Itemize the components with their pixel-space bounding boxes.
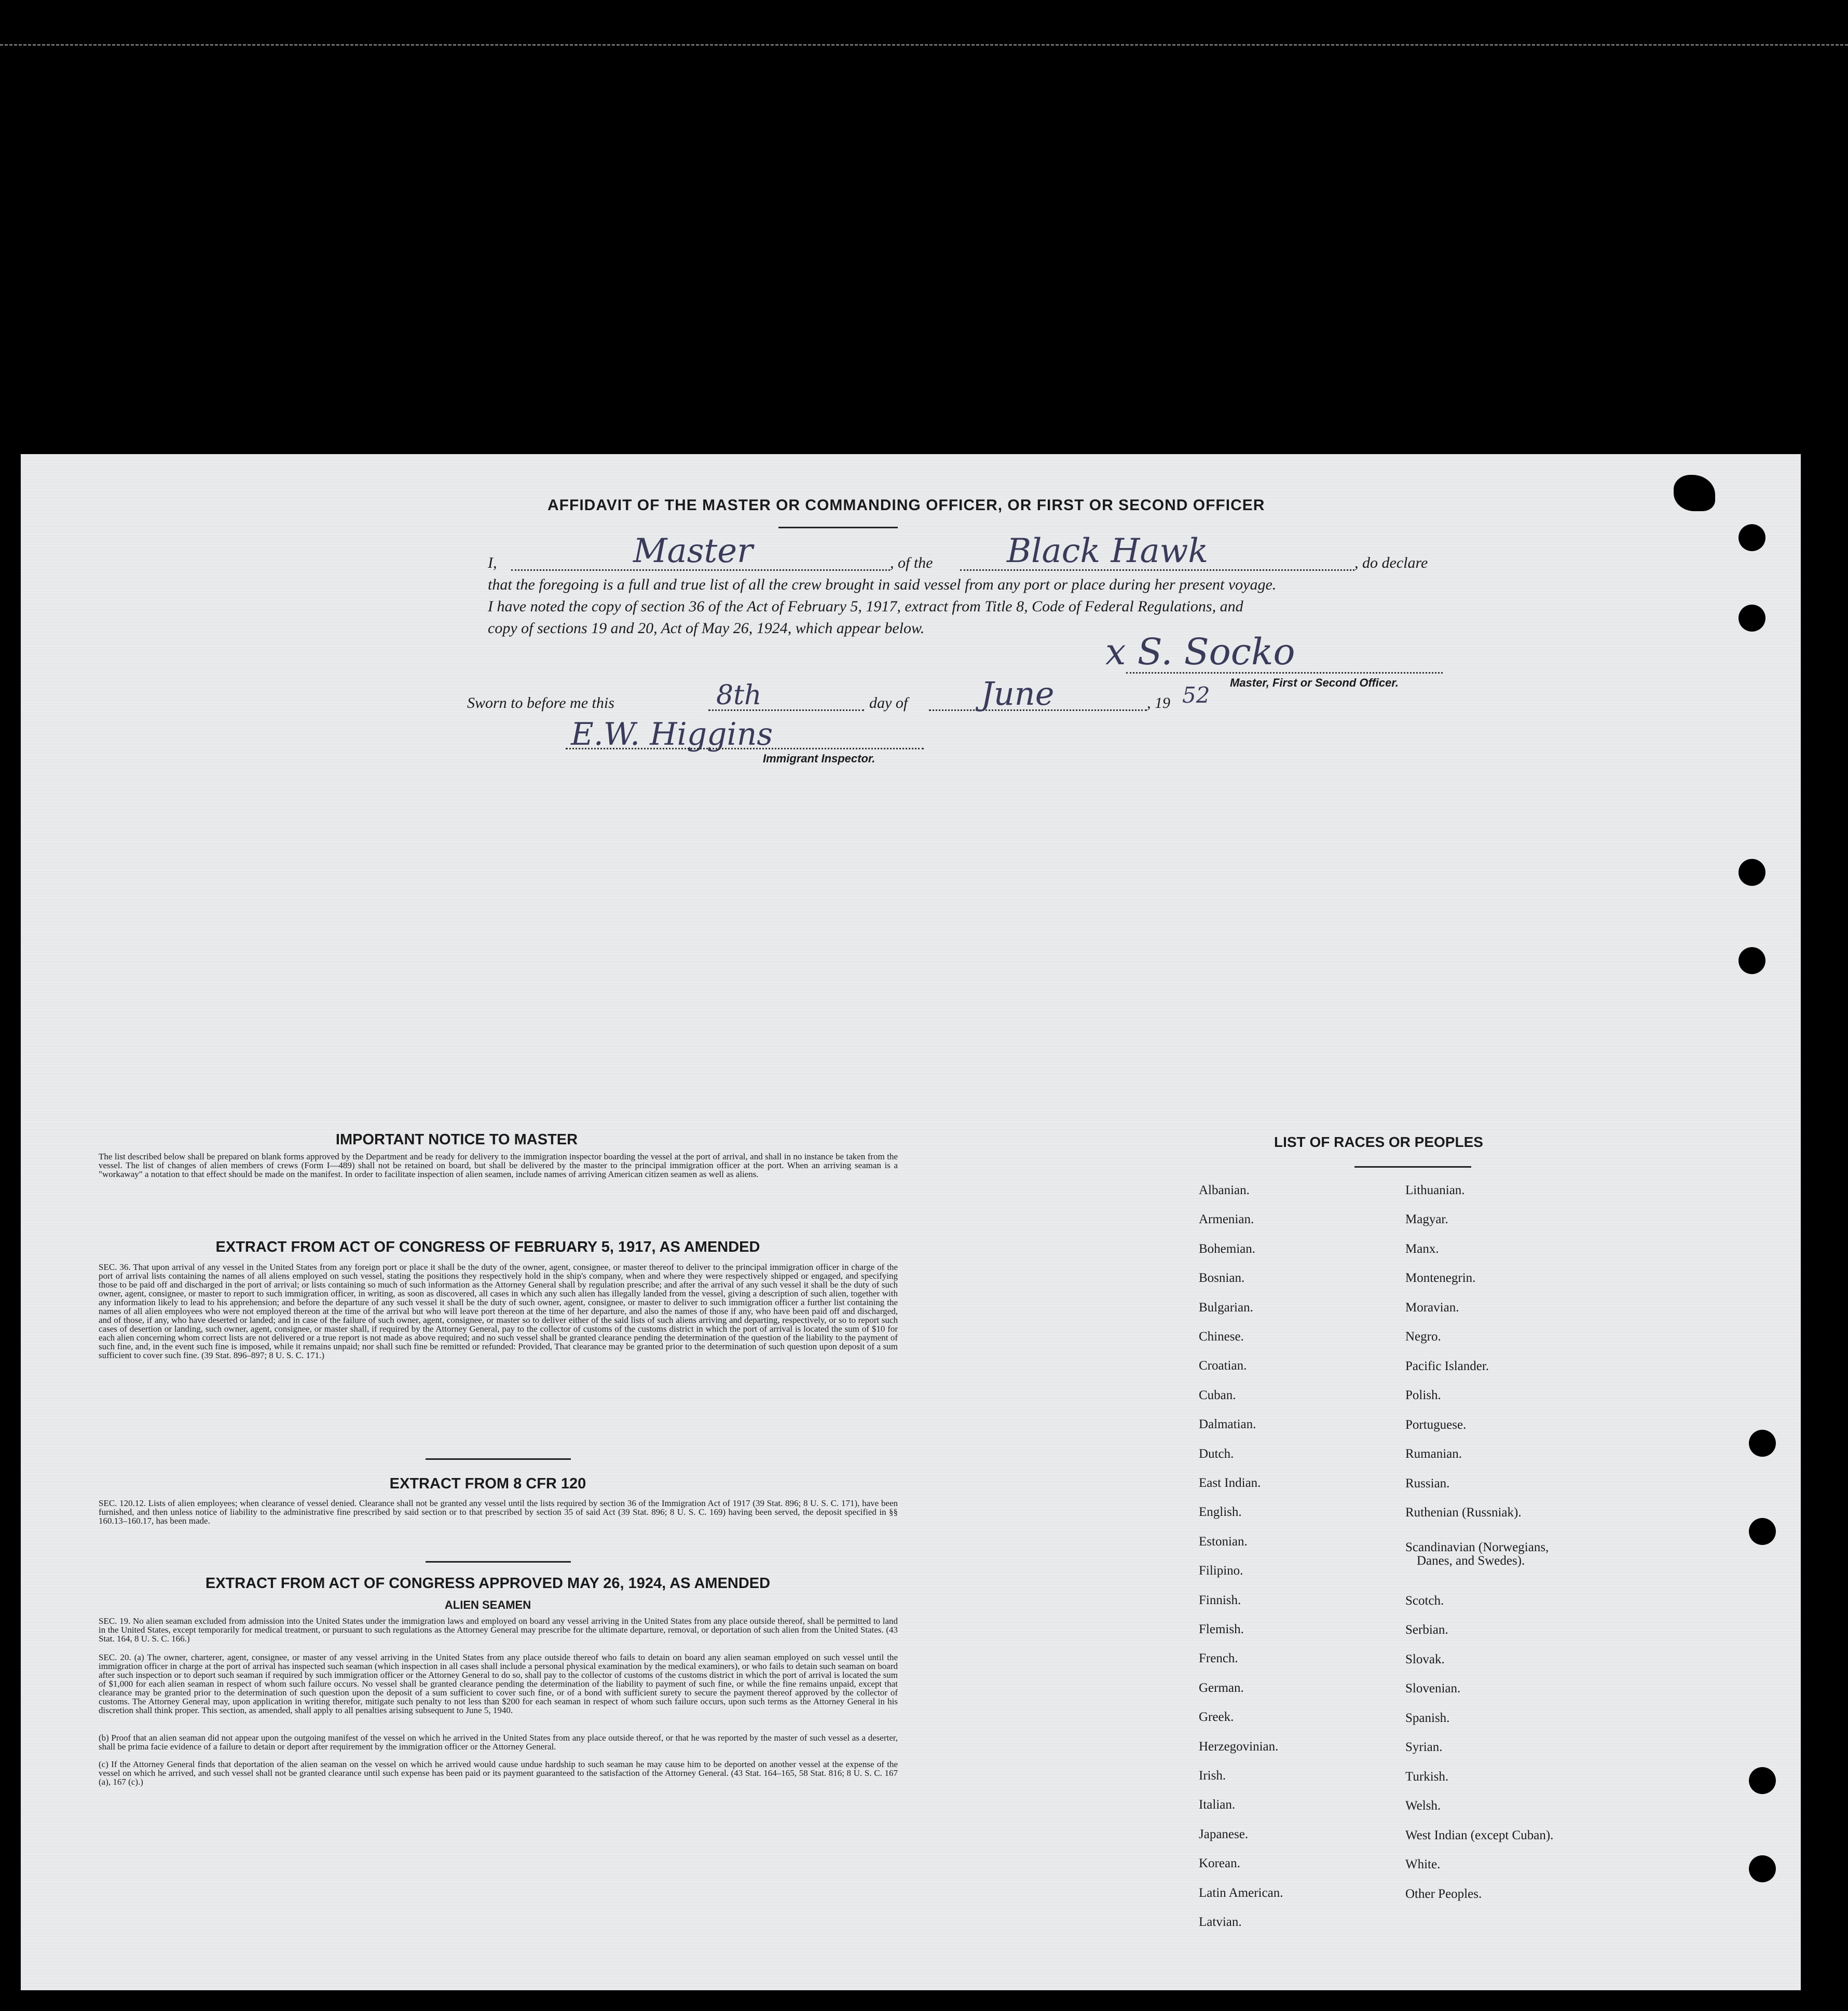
race-item: Danes, and Swedes). [1417,1554,1525,1568]
section-divider [426,1561,571,1563]
race-item: Estonian. [1199,1534,1248,1549]
extract-1924-para-1: SEC. 19. No alien seaman excluded from admission into the United States under the immigration laws and employed on board any vessel arriving in the United States from any place outside thereof, shall be permitted to land in the United States, except temporarily for medical treatment, or pursuant to such regulations as the Attorney General may prescribe for the ultimate departure, removal, or deportation of such alien from the United States. (43 Stat. 164, 8 U. S. C. 166.) [99,1616,898,1644]
punch-hole [1739,524,1765,551]
declaration-line-4: copy of sections 19 and 20, Act of May 26, 1924, which appear below. [488,620,925,637]
punch-hole [1749,1855,1776,1882]
race-item: Armenian. [1199,1212,1254,1227]
scan-artifact-line [0,44,1848,48]
i-label: I, [488,554,497,571]
race-item: Welsh. [1405,1799,1441,1813]
do-declare-label: , do declare [1354,554,1428,571]
race-item: English. [1199,1505,1242,1520]
punch-hole [1739,859,1765,886]
section-divider [426,1458,571,1460]
race-item: Flemish. [1199,1622,1244,1636]
race-item: Slovak. [1405,1652,1445,1666]
race-item: Turkish. [1405,1770,1449,1784]
handwritten-inspector: E.W. Higgins [571,716,773,753]
race-item: Negro. [1405,1330,1441,1344]
race-item: Finnish. [1199,1593,1241,1607]
race-item: Bohemian. [1199,1241,1256,1256]
race-item: Spanish. [1405,1711,1450,1725]
race-item: West Indian (except Cuban). [1405,1828,1554,1842]
punch-hole [1749,1767,1776,1794]
races-title: LIST OF RACES OR PEOPLES [1274,1134,1483,1150]
race-item: Herzegovinian. [1199,1739,1279,1754]
race-item: Serbian. [1405,1623,1448,1637]
races-title-underline [1354,1166,1471,1168]
inspector-line [566,748,924,749]
notice-body: The list described below shall be prepared on blank forms approved by the Department and be ready for delivery to the immigration inspector boarding the vessel at the port of arrival, and shall in no instance be taken from the vessel. The list of changes of alien members of crews (Form I—489) shall not be retained on board, but shall be delivered by the master to the principal immigration officer at the port. When an arriving seaman is a "workaway" a notation to that effect should be made on the manifest. In order to facilitate inspection of alien seamen, include names of arriving American citizen seamen as well as aliens. [99,1152,898,1179]
inspector-caption: Immigrant Inspector. [763,752,875,765]
race-item: Cuban. [1199,1388,1236,1402]
race-item: Other Peoples. [1405,1887,1482,1901]
race-item: Latvian. [1199,1915,1242,1929]
handwritten-vessel: Black Hawk [1007,532,1209,570]
race-item: Portuguese. [1405,1418,1467,1432]
extract-cfr-title: EXTRACT FROM 8 CFR 120 [389,1475,586,1492]
race-item: Pacific Islander. [1405,1359,1489,1373]
punch-hole [1739,947,1765,974]
handwritten-month: June [981,675,1055,713]
signature-caption: Master, First or Second Officer. [1230,676,1399,689]
affidavit-title: AFFIDAVIT OF THE MASTER OR COMMANDING OFFICER, OR FIRST OR SECOND OFFICER [547,497,1265,514]
race-item: Greek. [1199,1710,1234,1725]
torn-corner-mark [1674,475,1715,511]
title-underline [778,527,898,528]
race-item: Dalmatian. [1199,1417,1256,1432]
race-item: Korean. [1199,1856,1240,1871]
handwritten-signature: x S. Socko [1105,631,1295,673]
extract-1924-para-2: SEC. 20. (a) The owner, charterer, agent, consignee, or master of any vessel arriving in the United States from any place outside thereof who fails to detain on board any alien seaman employed on such vessel until the immigration officer in charge at the port of arrival has inspected such seaman (which inspection in all cases shall include a personal physical examination by the medical examiners), or who fails to detain such seaman on board after such inspection or to deport such seaman if required by such immigration officer or the Attorney General to do so, shall pay to the collector of customs of the customs district in which the port of arrival is located the sum of $1,000 for each alien seaman in respect of whom such failure occurs. No vessel shall be granted clearance pending the determination of the liability to payment of such fine, or while the fine remains unpaid, except that clearance may be granted prior to the determination of such question upon the deposit of a sum sufficient to cover such fine, or of a bond with sufficient surety to secure the payment thereof approved by the collector of customs. The Attorney General may, upon application in writing therefor, mitigate such penalty to not less than $200 for each seaman in respect of whom such failure occurs, upon such terms as the Attorney General in his discretion shall think proper. This section, as amended, shall apply to all penalties arising subsequent to June 5, 1940. [99,1652,898,1715]
race-item: Bosnian. [1199,1271,1245,1285]
race-item: Italian. [1199,1798,1236,1812]
race-item: Filipino. [1199,1564,1243,1578]
handwritten-year: 52 [1182,682,1210,708]
handwritten-day: 8th [716,680,762,711]
punch-hole [1749,1430,1776,1457]
punch-hole [1749,1518,1776,1545]
race-item: Slovenian. [1405,1681,1461,1695]
handwritten-name: Master [633,532,753,570]
race-item: German. [1199,1680,1244,1695]
race-item: Polish. [1405,1388,1441,1402]
year-prefix: , 19 [1147,694,1170,712]
document-page [21,454,1801,1990]
extract-1917-body: SEC. 36. That upon arrival of any vessel in the United States from any foreign port or place it shall be the duty of the owner, agent, consignee, or master thereof to deliver to the principal immigration officer in charge of the port of arrival lists containing the names of all aliens employed on such vessel, stating the positions they respectively hold in the ship's company, when and where they were respectively shipped or engaged, and specifying those to be paid off and discharged in the port of arrival; or lists containing so much of such information as the Attorney General shall by regulation prescribe; and after the arrival of any such vessel it shall be the duty of such owner, agent, consignee, or master to report to such immigration officer, in writing, as soon as discovered, all cases in which any such alien has illegally landed from the vessel, giving a description of such alien, together with any information likely to lead to his apprehension; and before the departure of any such vessel it shall be the duty of such owner, agent, consignee, or master to deliver to such immigration officer a further list containing the names of all alien employees who were not employed thereon at the time of the arrival but who will leave port thereon at the time of her departure, and also the names of those if any, who have been paid off and discharged, and of those, if any, who have deserted or landed; and in case of the failure of such owner, agent, consignee, or master so to deliver either of the said lists of such aliens arriving and departing, respectively, or so to report such cases of desertion or landing, such owner, agent, consignee, or master shall, if required by the Attorney General, pay to the collector of customs of the customs district in which the port of arrival is located the sum of $10 for each alien concerning whom correct lists are not delivered or a true report is not made as above required; and no such vessel shall be granted clearance pending the determination of the question of the liability to the payment of such fine, and, in the event such fine is imposed, while it remains unpaid; nor shall such fine be remitted or refunded: Provided, That clearance may be granted prior to the determination of such question upon deposit of a sum sufficient to cover such fine. (39 Stat. 896–897; 8 U. S. C. 171.) [99,1262,898,1360]
race-item: Syrian. [1405,1740,1443,1754]
race-item: Montenegrin. [1405,1271,1476,1285]
race-item: Dutch. [1199,1446,1234,1461]
race-item: Scandinavian (Norwegians, [1405,1540,1549,1554]
race-item: East Indian. [1199,1476,1261,1490]
race-item: Scotch. [1405,1594,1444,1608]
race-item: Rumanian. [1405,1447,1462,1461]
race-item: Manx. [1405,1242,1439,1256]
race-item: Latin American. [1199,1885,1283,1900]
extract-cfr-body: SEC. 120.12. Lists of alien employees; when clearance of vessel denied. Clearance shall not be granted any vessel until the lists required by section 36 of the Immigration Act of 1917 (39 Stat. 896; 8 U. S. C. 171), have been furnished, and then unless notice of liability to the administrative fine prescribed by said section or to that prescribed by section 35 of said Act (39 Stat. 896; 8 U. S. C. 169) having been served, the deposit specified in §§ 160.13–160.17, has been made. [99,1498,898,1526]
race-item: French. [1199,1651,1238,1666]
declaration-line-3: I have noted the copy of section 36 of the Act of February 5, 1917, extract from Title 8, Code of Federal Regulations, and [488,598,1243,615]
day-of-label: day of [869,694,908,712]
race-item: Bulgarian. [1199,1300,1253,1315]
race-item: Lithuanian. [1405,1183,1465,1197]
extract-1924-subtitle: ALIEN SEAMEN [444,1598,531,1611]
race-item: Russian. [1405,1476,1450,1490]
signature-line [1126,672,1443,674]
notice-title: IMPORTANT NOTICE TO MASTER [335,1131,578,1148]
of-the-label: , of the [890,554,933,571]
race-item: Irish. [1199,1769,1226,1783]
race-item: Croatian. [1199,1359,1247,1373]
race-item: Albanian. [1199,1183,1250,1197]
extract-1924-title: EXTRACT FROM ACT OF CONGRESS APPROVED MAY 26, 1924, AS AMENDED [205,1575,771,1592]
extract-1924-para-3: (b) Proof that an alien seaman did not appear upon the outgoing manifest of the vessel on which he arrived in the United States from any place outside thereof, or that he was reported by the master of such vessel as a deserter, shall be prima facie evidence of a failure to detain or deport after requirement by the immigration officer or the Attorney General. [99,1733,898,1752]
race-item: Chinese. [1199,1330,1244,1344]
punch-hole [1739,605,1765,632]
declaration-line-2: that the foregoing is a full and true list of all the crew brought in said vessel from any port or place during her present voyage. [488,576,1277,593]
extract-1917-title: EXTRACT FROM ACT OF CONGRESS OF FEBRUARY 5, 1917, AS AMENDED [215,1239,760,1255]
race-item: Japanese. [1199,1827,1249,1841]
race-item: White. [1405,1857,1441,1871]
race-item: Moravian. [1405,1301,1459,1315]
race-item: Ruthenian (Russniak). [1405,1506,1522,1520]
scanner-black-margin [0,0,1848,457]
race-item: Magyar. [1405,1212,1448,1226]
sworn-label: Sworn to before me this [467,694,614,712]
extract-1924-para-4: (c) If the Attorney General finds that deportation of the alien seaman on the vessel on which he arrived would cause undue hardship to such seaman he may cause him to be deported on another vessel at the expense of the vessel on which he arrived, and such vessel shall not be granted clearance until such expense has been paid or its payment guaranteed to the satisfaction of the Attorney General. (43 Stat. 164–165, 58 Stat. 816; 8 U. S. C. 167 (a), 167 (c).) [99,1759,898,1787]
